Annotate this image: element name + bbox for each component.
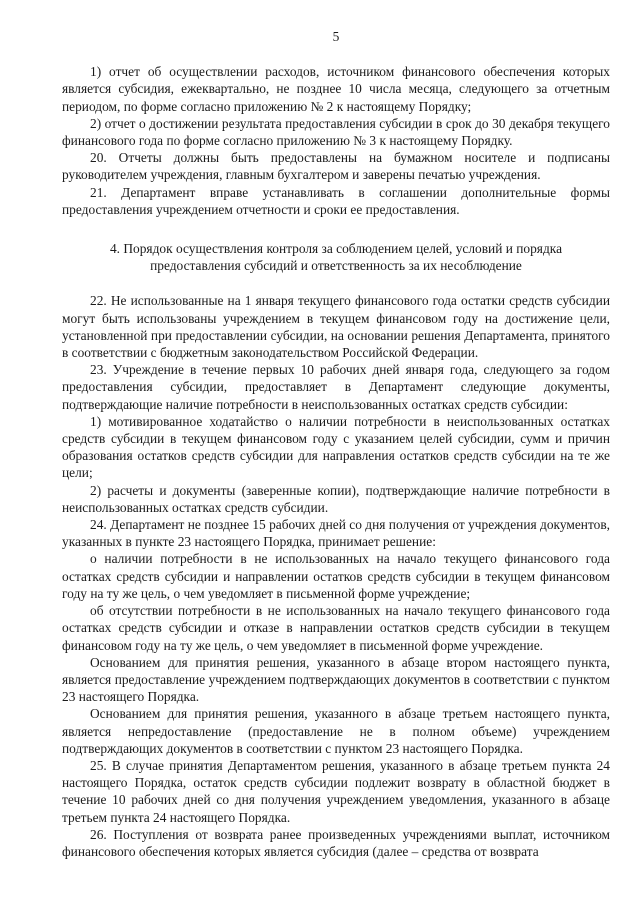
paragraph-23-item-2: 2) расчеты и документы (заверенные копии), подтверждающие наличие потребности в неиспользованных остатках средств субсидии. <box>62 482 610 515</box>
paragraph-24-basis-second: Основанием для принятия решения, указанного в абзаце втором настоящего пункта, является предоставление учреждением подтверждающих документов в соответствии с пунктом 23 настоящего Порядка. <box>62 654 610 705</box>
paragraph-23: 23. Учреждение в течение первых 10 рабочих дней января года, следующего за годом предоставления субсидии, предоставляет в Департамент следующие документы, подтверждающие наличие потребности в неиспользованных остатках средств субсидии: <box>62 362 610 412</box>
paragraph-report-expenses: 1) отчет об осуществлении расходов, источником финансового обеспечения которых является субсидия, ежеквартально, не позднее 10 числа месяца, следующего за отчетным периодом, по форме согласно приложению № 2 к настоящему Порядку; <box>62 64 610 114</box>
page-number: 5 <box>332 29 340 44</box>
paragraph-23-item-1: 1) мотивированное ходатайство о наличии потребности в неиспользованных остатках средств субсидии в текущем финансовом году с указанием целей субсидии, сумм и причин образования остатков средств субсидии для направления остатков средств субсидии на те же цели; <box>62 413 610 481</box>
paragraph-24: 24. Департамент не позднее 15 рабочих дней со дня получения от учреждения документов, указанных в пункте 23 настоящего Порядка, принимает решение: <box>62 517 610 550</box>
paragraph-report-result: 2) отчет о достижении результата предоставления субсидии в срок до 30 декабря текущего финансового года по форме согласно приложению № 3 к настоящему Порядку. <box>62 115 610 149</box>
paragraph-25: 25. В случае принятия Департаментом решения, указанного в абзаце третьем пункта 24 настоящего Порядка, остаток средств субсидии подлежит возврату в областной бюджет в течение 10 рабочих дней со дня получения учреждением уведомления, указанного в абзаце третьем пункта 24 настоящего Порядка. <box>62 757 610 825</box>
paragraph-24-basis-third: Основанием для принятия решения, указанного в абзаце третьем настоящего пункта, является непредоставление (предоставление не в полном объеме) учреждением подтверждающих документов в соответствии с пунктом 23 настоящего Порядка. <box>62 706 610 756</box>
document-page <box>62 28 610 860</box>
paragraph-21: 21. Департамент вправе устанавливать в соглашении дополнительные формы предоставления учреждением отчетности и сроки ее предоставления. <box>62 184 610 217</box>
paragraph-20: 20. Отчеты должны быть предоставлены на бумажном носителе и подписаны руководителем учреждения, главным бухгалтером и заверены печатью учреждения. <box>62 150 610 183</box>
paragraph-22: 22. Не использованные на 1 января текущего финансового года остатки средств субсидии могут быть использованы учреждением в текущем финансовом году на достижение цели, установленной при предоставлении субсидии, на основании решения Департамента, принятого в соответствии с бюджетным законодательством Российской Федерации. <box>62 293 610 361</box>
paragraph-24-decision-negative: об отсутствии потребности в не использованных на начало текущего финансового года остатках средств субсидии и отказе в направлении остатков средств субсидии в текущем финансовом году на ту же цель, о чем уведомляет в письменной форме учреждение. <box>62 603 610 653</box>
paragraph-24-decision-positive: о наличии потребности в не использованных на начало текущего финансового года остатках средств субсидии и направлении остатков средств субсидии в текущем финансовом году на ту же цель, о чем уведомляет в письменной форме учреждение; <box>62 551 610 601</box>
paragraph-26: 26. Поступления от возврата ранее произведенных учреждениями выплат, источником финансового обеспечения которых является субсидия (далее – средства от возврата <box>62 826 610 859</box>
section-heading: 4. Порядок осуществления контроля за соблюдением целей, условий и порядка предоставления субсидий и ответственность за их несоблюдение <box>109 241 563 274</box>
